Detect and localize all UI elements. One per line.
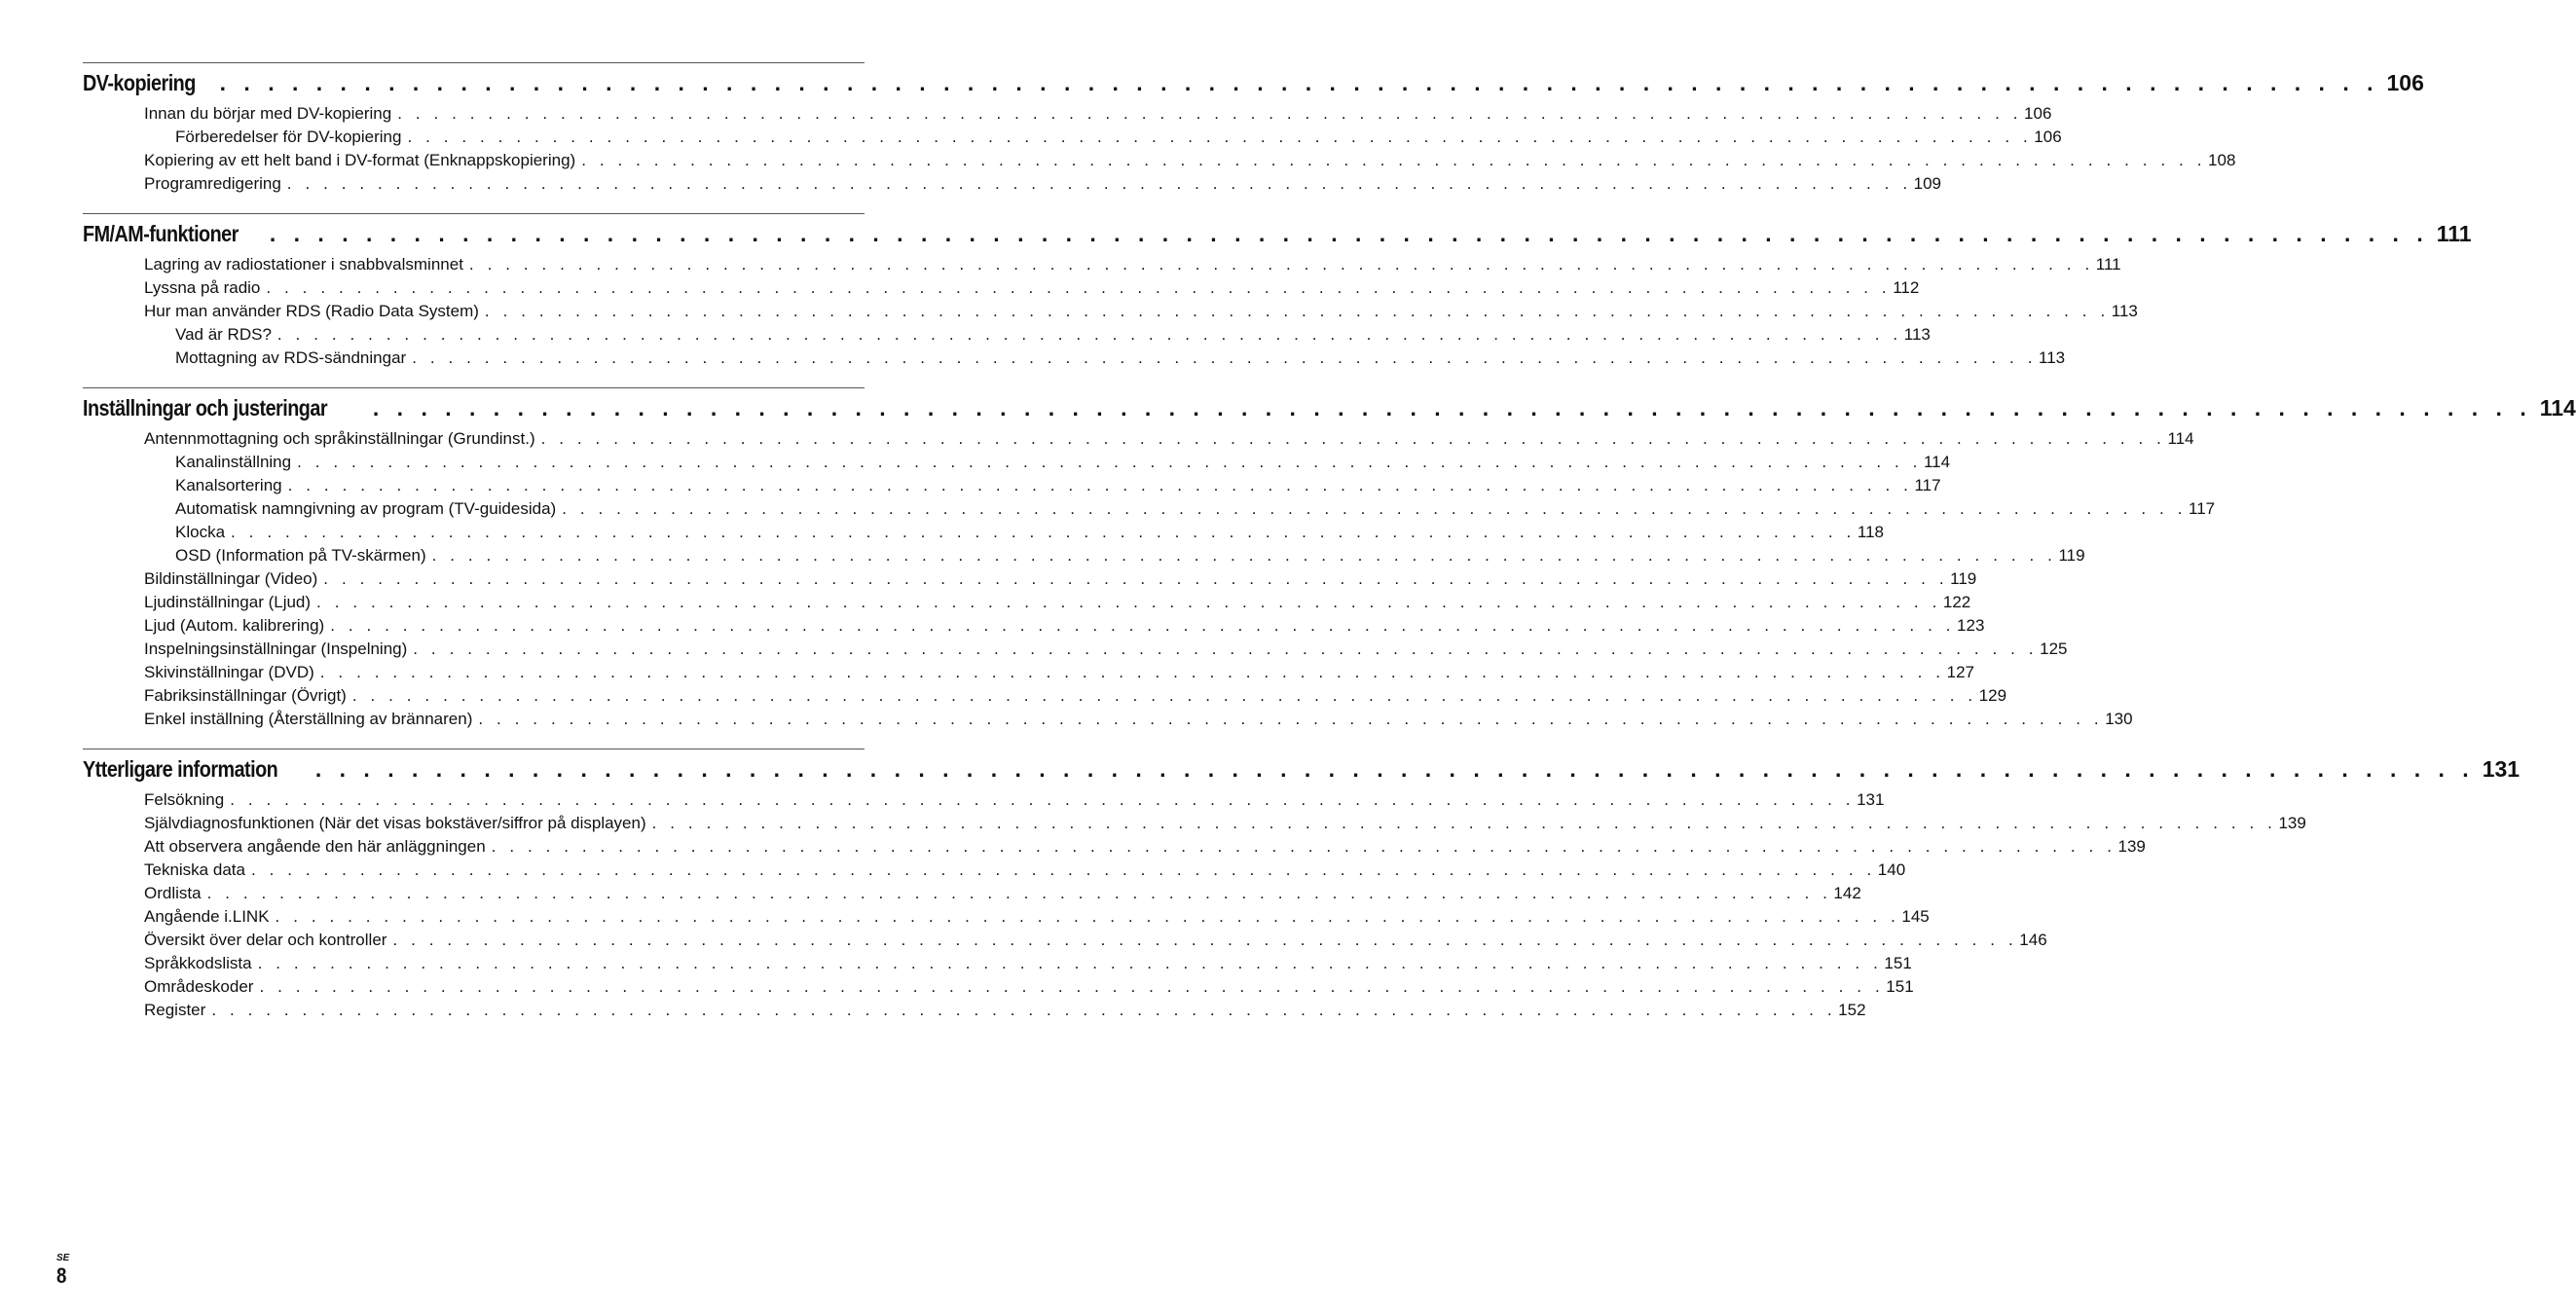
section-heading-title: Inställningar och justeringar: [83, 395, 328, 420]
toc-section: [83, 62, 2424, 196]
toc-entry[interactable]: [83, 929, 2047, 952]
toc-subentry-page-number: 117: [1914, 476, 1941, 494]
section-heading-page-number: 131: [2482, 756, 2521, 782]
dot-leader: . . . . . . . . . . . . . . . . . . . . . . . . . . . . . . . . . . . . . . . . . . . . . . . . . . . . . . . . . . . . . . . . . . . . . . . . . . . . . . . . . . . . . . . . . .: [266, 278, 1892, 297]
section-heading[interactable]: [83, 752, 2521, 786]
dot-leader: . . . . . . . . . . . . . . . . . . . . . . . . . . . . . . . . . . . . . . . . . . . . . . . . . . . . . . . . . . . . . . . . . . . . . . . . . . . . . . . . . . . . . . . . . .: [230, 790, 1856, 809]
toc-entry[interactable]: [83, 638, 2068, 661]
toc-subentry-page-number: 114: [1923, 453, 1951, 471]
toc-entry-page-number: 108: [2208, 151, 2236, 169]
page-number: 8: [56, 1263, 67, 1288]
toc-entry-page-number: 112: [1893, 278, 1920, 297]
toc-entry-page-number: 125: [2040, 640, 2068, 658]
toc-subentry[interactable]: [83, 497, 2216, 521]
toc-entry-page-number: 152: [1838, 1001, 1866, 1019]
toc-subentry[interactable]: [83, 126, 2062, 149]
toc-entry[interactable]: [83, 253, 2121, 276]
toc-subentry-page-number: 119: [2058, 546, 2085, 565]
toc-entry[interactable]: [83, 999, 1866, 1022]
toc-entry-page-number: 139: [2278, 814, 2306, 832]
toc-entry-title: Innan du börjar med DV-kopiering: [144, 104, 392, 123]
toc-entry-title: Ljudinställningar (Ljud): [144, 593, 312, 611]
dot-leader: . . . . . . . . . . . . . . . . . . . . . . . . . . . . . . . . . . . . . . . . . . . . . . . . . . . . . . . . . . . . . . . . . . . . . . . . . . . . . . . . . . . . . . . . . .: [407, 128, 2033, 146]
section-heading-page-number: 106: [2386, 70, 2424, 95]
toc-entry-page-number: 151: [1886, 977, 1914, 996]
toc-entry[interactable]: [83, 661, 1974, 684]
toc-section: [83, 213, 2472, 370]
dot-leader: . . . . . . . . . . . . . . . . . . . . . . . . . . . . . . . . . . . . . . . . . . . . . . . . . . . . . . . . . . . . . . . . . . . . . . . . . . . . . . . . . . . . . . . . . .: [540, 429, 2166, 448]
toc-subentry-title: Kanalsortering: [175, 476, 282, 494]
language-code: SE: [56, 1253, 70, 1263]
toc-section: [83, 387, 2576, 731]
toc-subentry[interactable]: [83, 323, 1931, 347]
toc-entry[interactable]: [83, 859, 1906, 882]
toc-entry-title: Fabriksinställningar (Övrigt): [144, 686, 347, 705]
toc-subentry[interactable]: [83, 347, 2066, 370]
dot-leader: . . . . . . . . . . . . . . . . . . . . . . . . . . . . . . . . . . . . . . . . . . . . . . . . . . . . . . . . . . . . . . . . . . . . . . . . . . . . . . . . . . . . . . . . . .: [392, 931, 2018, 949]
toc-entry-page-number: 119: [1950, 569, 1977, 588]
section-heading-title: Ytterligare information: [83, 756, 278, 782]
toc-subentry-page-number: 113: [1903, 325, 1931, 344]
dot-leader: . . . . . . . . . . . . . . . . . . . . . . . . . . . . . . . . . . . . . . . . . . . . . . . . . . . . . . . . . . . . . . . . . . . . . . . . . . . . . . . . . . . . . . . . . .: [478, 710, 2104, 728]
dot-leader: . . . . . . . . . . . . . . . . . . . . . . . . . . . . . . . . . . . . . . . . . . . . . . . . . . . . . . . . . . . . . . . . . . . . . . . . . . . . . . . . . . . . . . . . . .: [431, 546, 2057, 565]
dot-leader: . . . . . . . . . . . . . . . . . . . . . . . . . . . . . . . . . . . . . . . . . . . . . . . . . . . . . . . . . . . . . . . . . . . . . . . . . . . . . . . . . . . . . . . . . .: [413, 640, 2039, 658]
dot-leader: . . . . . . . . . . . . . . . . . . . . . . . . . . . . . . . . . . . . . . . . . . . . . . . . . . . . . . . . . . . . . . . . . . . . . . . . . . . . . . . . . . . . . . . . . .: [581, 151, 2207, 169]
dot-leader: . . . . . . . . . . . . . . . . . . . . . . . . . . . . . . . . . . . . . . . . . . . . . . . . . . . . . . . . . . . . . . . . . . . . . . . . . . . . . . . . . . . . . . . . . .: [206, 884, 1832, 902]
dot-leader: . . . . . . . . . . . . . . . . . . . . . . . . . . . . . . . . . . . . . . . . . . . . . . . . . . . . . . . . . . . . . . . . . . . . . . . . . . . . . . . . . . . . . . . . . .: [314, 756, 2475, 782]
dot-leader: . . . . . . . . . . . . . . . . . . . . . . . . . . . . . . . . . . . . . . . . . . . . . . . . . . . . . . . . . . . . . . . . . . . . . . . . . . . . . . . . . . . . . . . . . .: [211, 1001, 1837, 1019]
toc-entry[interactable]: [83, 684, 2007, 708]
toc-entry-title: Självdiagnosfunktionen (När det visas bokstäver/siffror på displayen): [144, 814, 646, 832]
toc-subentry-title: OSD (Information på TV-skärmen): [175, 546, 426, 565]
toc-entry-page-number: 139: [2117, 837, 2146, 856]
toc-entry-title: Programredigering: [144, 174, 281, 193]
toc-entry[interactable]: [83, 905, 1930, 929]
toc-entry-title: Felsökning: [144, 790, 225, 809]
toc-entry[interactable]: [83, 276, 1920, 300]
toc-entry-title: Bildinställningar (Video): [144, 569, 318, 588]
dot-leader: . . . . . . . . . . . . . . . . . . . . . . . . . . . . . . . . . . . . . . . . . . . . . . . . . . . . . . . . . . . . . . . . . . . . . . . . . . . . . . . . . . . . . . . . . .: [231, 523, 1856, 541]
toc-entry[interactable]: [83, 427, 2194, 451]
toc-entry[interactable]: [83, 788, 1885, 812]
toc-subentry[interactable]: [83, 474, 1941, 497]
dot-leader: . . . . . . . . . . . . . . . . . . . . . . . . . . . . . . . . . . . . . . . . . . . . . . . . . . . . . . . . . . . . . . . . . . . . . . . . . . . . . . . . . . . . . . . . . .: [259, 977, 1885, 996]
toc-entry[interactable]: [83, 812, 2306, 835]
section-heading-page-number: 111: [2436, 221, 2472, 246]
toc-entry-title: Ordlista: [144, 884, 202, 902]
toc-entry-title: Lyssna på radio: [144, 278, 261, 297]
dot-leader: . . . . . . . . . . . . . . . . . . . . . . . . . . . . . . . . . . . . . . . . . . . . . . . . . . . . . . . . . . . . . . . . . . . . . . . . . . . . . . . . . . . . . . . . . .: [257, 954, 1883, 972]
toc-entry-page-number: 130: [2105, 710, 2133, 728]
toc-subentry-page-number: 118: [1857, 523, 1884, 541]
toc-entry-title: Angående i.LINK: [144, 907, 270, 926]
dot-leader: . . . . . . . . . . . . . . . . . . . . . . . . . . . . . . . . . . . . . . . . . . . . . . . . . . . . . . . . . . . . . . . . . . . . . . . . . . . . . . . . . . . . . . . . . .: [330, 616, 1956, 635]
toc-entry-title: Att observera angående den här anläggningen: [144, 837, 486, 856]
dot-leader: . . . . . . . . . . . . . . . . . . . . . . . . . . . . . . . . . . . . . . . . . . . . . . . . . . . . . . . . . . . . . . . . . . . . . . . . . . . . . . . . . . . . . . . . . .: [275, 907, 1900, 926]
toc-entry-page-number: 123: [1957, 616, 1985, 635]
dot-leader: . . . . . . . . . . . . . . . . . . . . . . . . . . . . . . . . . . . . . . . . . . . . . . . . . . . . . . . . . . . . . . . . . . . . . . . . . . . . . . . . . . . . . . . . . .: [562, 499, 2188, 518]
toc-entry-title: Lagring av radiostationer i snabbvalsminnet: [144, 255, 463, 274]
toc-entry-page-number: 127: [1946, 663, 1974, 681]
dot-leader: . . . . . . . . . . . . . . . . . . . . . . . . . . . . . . . . . . . . . . . . . . . . . . . . . . . . . . . . . . . . . . . . . . . . . . . . . . . . . . . . . . . . . . . . . .: [491, 837, 2116, 856]
toc-entry-page-number: 146: [2019, 931, 2047, 949]
section-heading-title: DV-kopiering: [83, 70, 196, 95]
dot-leader: . . . . . . . . . . . . . . . . . . . . . . . . . . . . . . . . . . . . . . . . . . . . . . . . . . . . . . . . . . . . . . . . . . . . . . . . . . . . . . . . . . . . . . . . . .: [276, 325, 1902, 344]
toc-entry[interactable]: [83, 708, 2133, 731]
toc-entry-title: Ljud (Autom. kalibrering): [144, 616, 325, 635]
toc-entry[interactable]: [83, 300, 2138, 323]
toc-entry-title: Hur man använder RDS (Radio Data System): [144, 302, 479, 320]
section-heading-title: FM/AM-funktioner: [83, 221, 239, 246]
toc-subentry-title: Automatisk namngivning av program (TV-guidesida): [175, 499, 557, 518]
dot-leader: . . . . . . . . . . . . . . . . . . . . . . . . . . . . . . . . . . . . . . . . . . . . . . . . . . . . . . . . . . . . . . . . . . . . . . . . . . . . . . . . . . . . . . . . . .: [287, 476, 1913, 494]
toc-entry-page-number: 106: [2024, 104, 2052, 123]
toc-subentry-page-number: 117: [2189, 499, 2216, 518]
toc-entry-title: Översikt över delar och kontroller: [144, 931, 387, 949]
dot-leader: . . . . . . . . . . . . . . . . . . . . . . . . . . . . . . . . . . . . . . . . . . . . . . . . . . . . . . . . . . . . . . . . . . . . . . . . . . . . . . . . . . . . . . . . . .: [297, 453, 1922, 471]
table-of-contents: [83, 62, 2576, 1040]
dot-leader: . . . . . . . . . . . . . . . . . . . . . . . . . . . . . . . . . . . . . . . . . . . . . . . . . . . . . . . . . . . . . . . . . . . . . . . . . . . . . . . . . . . . . . . . . .: [323, 569, 1949, 588]
section-heading[interactable]: [83, 391, 2576, 424]
dot-leader: . . . . . . . . . . . . . . . . . . . . . . . . . . . . . . . . . . . . . . . . . . . . . . . . . . . . . . . . . . . . . . . . . . . . . . . . . . . . . . . . . . . . . . . . . .: [397, 104, 2023, 123]
toc-entry[interactable]: [83, 952, 1912, 975]
dot-leader: . . . . . . . . . . . . . . . . . . . . . . . . . . . . . . . . . . . . . . . . . . . . . . . . . . . . . . . . . . . . . . . . . . . . . . . . . . . . . . . . . . . . . . . . . .: [286, 174, 1912, 193]
toc-subentry-title: Klocka: [175, 523, 226, 541]
toc-section: [83, 749, 2521, 1022]
toc-entry-title: Språkkodslista: [144, 954, 252, 972]
toc-entry[interactable]: [83, 975, 1914, 999]
toc-entry-title: Områdeskoder: [144, 977, 254, 996]
toc-entry-page-number: 122: [1942, 593, 1971, 611]
dot-leader: . . . . . . . . . . . . . . . . . . . . . . . . . . . . . . . . . . . . . . . . . . . . . . . . . . . . . . . . . . . . . . . . . . . . . . . . . . . . . . . . . . . . . . . . . .: [468, 255, 2094, 274]
page-footer: [56, 1253, 69, 1288]
toc-entry-title: Antennmottagning och språkinställningar (Grundinst.): [144, 429, 535, 448]
toc-entry-title: Skivinställningar (DVD): [144, 663, 314, 681]
toc-entry-page-number: 131: [1857, 790, 1885, 809]
toc-subentry[interactable]: [83, 521, 1884, 544]
toc-entry-title: Inspelningsinställningar (Inspelning): [144, 640, 408, 658]
dot-leader: . . . . . . . . . . . . . . . . . . . . . . . . . . . . . . . . . . . . . . . . . . . . . . . . . . . . . . . . . . . . . . . . . . . . . . . . . . . . . . . . . . . . . . . . . .: [351, 686, 1977, 705]
toc-entry[interactable]: [83, 149, 2236, 172]
toc-entry-title: Kopiering av ett helt band i DV-format (Enknappskopiering): [144, 151, 576, 169]
toc-entry[interactable]: [83, 567, 1977, 591]
toc-entry-page-number: 140: [1877, 860, 1906, 879]
toc-entry[interactable]: [83, 614, 1985, 638]
toc-entry-page-number: 151: [1884, 954, 1912, 972]
dot-leader: . . . . . . . . . . . . . . . . . . . . . . . . . . . . . . . . . . . . . . . . . . . . . . . . . . . . . . . . . . . . . . . . . . . . . . . . . . . . . . . . . . . . . . . . . .: [269, 221, 2429, 246]
toc-subentry-page-number: 113: [2039, 348, 2066, 367]
toc-entry-page-number: 142: [1833, 884, 1861, 902]
toc-entry[interactable]: [83, 172, 1942, 196]
dot-leader: . . . . . . . . . . . . . . . . . . . . . . . . . . . . . . . . . . . . . . . . . . . . . . . . . . . . . . . . . . . . . . . . . . . . . . . . . . . . . . . . . . . . . . . . . .: [412, 348, 2038, 367]
dot-leader: . . . . . . . . . . . . . . . . . . . . . . . . . . . . . . . . . . . . . . . . . . . . . . . . . . . . . . . . . . . . . . . . . . . . . . . . . . . . . . . . . . . . . . . . . .: [250, 860, 1876, 879]
toc-entry-page-number: 114: [2167, 429, 2194, 448]
dot-leader: . . . . . . . . . . . . . . . . . . . . . . . . . . . . . . . . . . . . . . . . . . . . . . . . . . . . . . . . . . . . . . . . . . . . . . . . . . . . . . . . . . . . . . . . . .: [319, 663, 1945, 681]
toc-entry-page-number: 145: [1901, 907, 1930, 926]
section-heading[interactable]: [83, 217, 2472, 250]
toc-entry[interactable]: [83, 102, 2052, 126]
dot-leader: . . . . . . . . . . . . . . . . . . . . . . . . . . . . . . . . . . . . . . . . . . . . . . . . . . . . . . . . . . . . . . . . . . . . . . . . . . . . . . . . . . . . . . . . . .: [316, 593, 1941, 611]
section-heading-page-number: 114: [2539, 395, 2576, 420]
toc-entry-title: Tekniska data: [144, 860, 245, 879]
toc-entry-page-number: 111: [2095, 255, 2121, 274]
dot-leader: . . . . . . . . . . . . . . . . . . . . . . . . . . . . . . . . . . . . . . . . . . . . . . . . . . . . . . . . . . . . . . . . . . . . . . . . . . . . . . . . . . . . . . . . . .: [372, 395, 2532, 420]
toc-subentry-title: Kanalinställning: [175, 453, 292, 471]
toc-subentry-title: Mottagning av RDS-sändningar: [175, 348, 407, 367]
dot-leader: . . . . . . . . . . . . . . . . . . . . . . . . . . . . . . . . . . . . . . . . . . . . . . . . . . . . . . . . . . . . . . . . . . . . . . . . . . . . . . . . . . . . . . . . . .: [219, 70, 2379, 95]
section-heading[interactable]: [83, 66, 2424, 99]
toc-entry-page-number: 109: [1913, 174, 1942, 193]
toc-subentry[interactable]: [83, 544, 2085, 567]
toc-entry[interactable]: [83, 882, 1861, 905]
toc-subentry[interactable]: [83, 451, 1951, 474]
dot-leader: . . . . . . . . . . . . . . . . . . . . . . . . . . . . . . . . . . . . . . . . . . . . . . . . . . . . . . . . . . . . . . . . . . . . . . . . . . . . . . . . . . . . . . . . . .: [651, 814, 2277, 832]
toc-entry-page-number: 113: [2111, 302, 2138, 320]
toc-subentry-title: Förberedelser för DV-kopiering: [175, 128, 402, 146]
toc-subentry-page-number: 106: [2034, 128, 2062, 146]
toc-subentry-title: Vad är RDS?: [175, 325, 272, 344]
toc-entry-title: Register: [144, 1001, 206, 1019]
toc-entry[interactable]: [83, 591, 1971, 614]
dot-leader: . . . . . . . . . . . . . . . . . . . . . . . . . . . . . . . . . . . . . . . . . . . . . . . . . . . . . . . . . . . . . . . . . . . . . . . . . . . . . . . . . . . . . . . . . .: [484, 302, 2110, 320]
toc-entry-title: Enkel inställning (Återställning av brännaren): [144, 710, 473, 728]
toc-entry-page-number: 129: [1978, 686, 2007, 705]
toc-entry[interactable]: [83, 835, 2146, 859]
